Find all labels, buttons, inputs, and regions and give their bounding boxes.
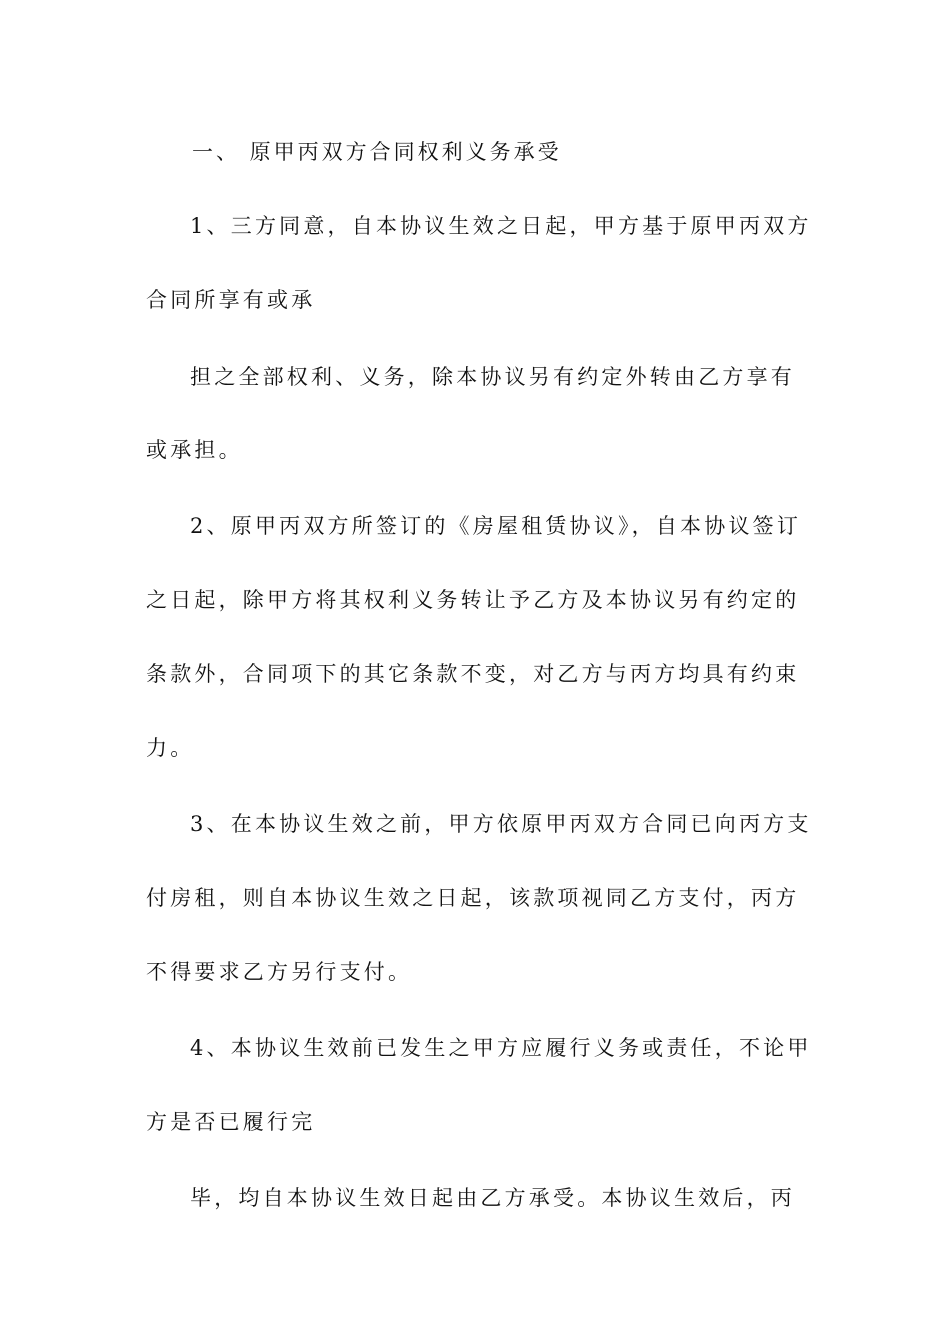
paragraph-line: 1、三方同意，自本协议生效之日起，甲方基于原甲丙双方 [190, 214, 812, 238]
paragraph-line: 付房租，则自本协议生效之日起，该款项视同乙方支付，丙方 [146, 886, 800, 910]
paragraph-line: 3、在本协议生效之前，甲方依原甲丙双方合同已向丙方支 [190, 812, 812, 836]
paragraph-line: 毕，均自本协议生效日起由乙方承受。本协议生效后，丙 [190, 1186, 795, 1210]
paragraph-line: 2、原甲丙双方所签订的《房屋租赁协议》，自本协议签订 [190, 514, 802, 538]
paragraph-line: 不得要求乙方另行支付。 [146, 960, 413, 984]
paragraph-line: 担之全部权利、义务，除本协议另有约定外转由乙方享有 [190, 365, 795, 389]
paragraph-line: 条款外，合同项下的其它条款不变，对乙方与丙方均具有约束 [146, 662, 800, 686]
paragraph-line: 合同所享有或承 [146, 288, 316, 312]
paragraph-line: 4、本协议生效前已发生之甲方应履行义务或责任，不论甲 [190, 1036, 812, 1060]
paragraph-line: 方是否已履行完 [146, 1110, 316, 1134]
paragraph-line: 之日起，除甲方将其权利义务转让予乙方及本协议另有约定的 [146, 588, 800, 612]
section-heading: 一、 原甲丙双方合同权利义务承受 [192, 140, 562, 164]
paragraph-line: 或承担。 [146, 438, 243, 462]
paragraph-line: 力。 [146, 736, 195, 760]
